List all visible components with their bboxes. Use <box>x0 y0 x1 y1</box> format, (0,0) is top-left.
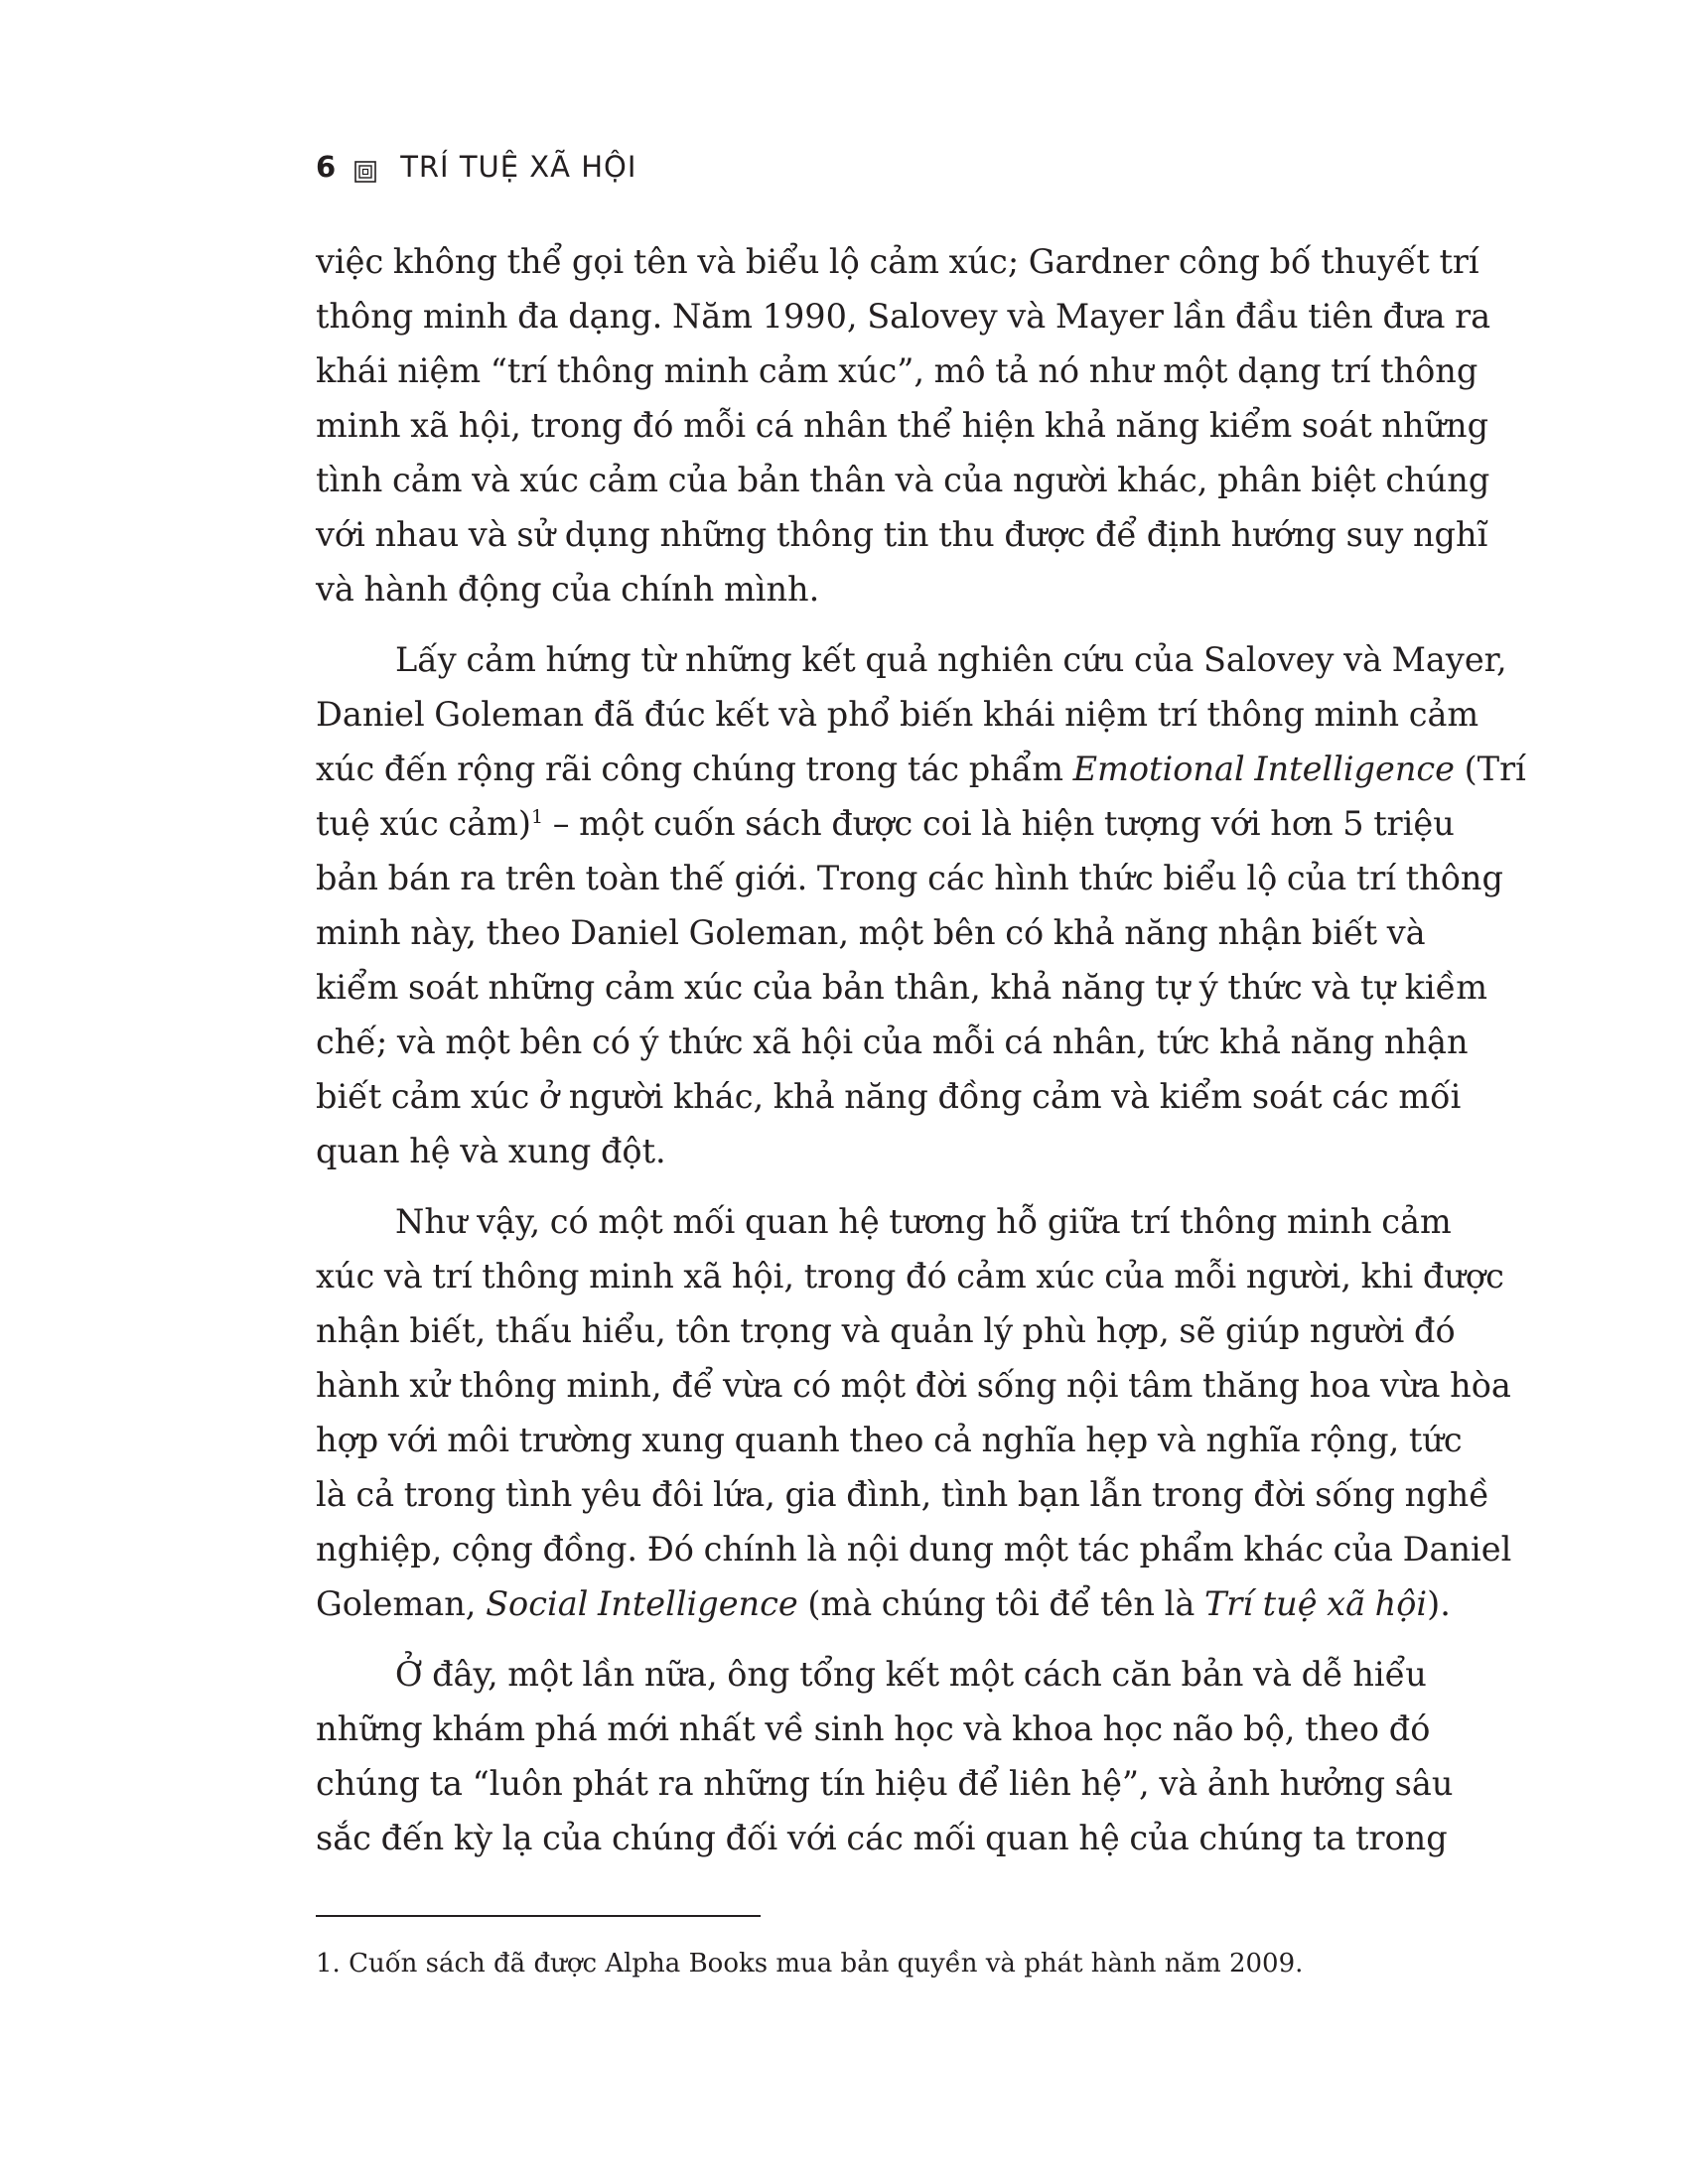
book-title-emotional-intelligence: Emotional Intelligence <box>1072 750 1455 788</box>
book-title-tri-tue-xa-hoi: Trí tuệ xã hội <box>1203 1584 1428 1623</box>
square-ornament-icon <box>354 156 376 178</box>
paragraph-3 <box>316 1194 1512 1631</box>
text-line: Ở đây, một lần nữa, ông tổng kết một cách căn bản và dễ hiểu <box>395 1655 1427 1694</box>
text-fragment: xúc đến rộng rãi công chúng trong tác phẩm <box>316 750 1073 788</box>
text-line: sắc đến kỳ lạ của chúng đối với các mối quan hệ của chúng ta trong <box>316 1819 1448 1857</box>
text-line: và hành động của chính mình. <box>316 570 820 609</box>
body-text <box>316 234 1526 1865</box>
text-line: nghiệp, cộng đồng. Đó chính là nội dung một tác phẩm khác của Daniel <box>316 1530 1512 1569</box>
text-line: minh này, theo Daniel Goleman, một bên có khả năng nhận biết và <box>316 913 1426 952</box>
text-line: Daniel Goleman đã đúc kết và phổ biến khái niệm trí thông minh cảm <box>316 695 1479 734</box>
text-line: quan hệ và xung đột. <box>316 1132 666 1170</box>
text-line: minh xã hội, trong đó mỗi cá nhân thể hiện khả năng kiểm soát những <box>316 406 1489 445</box>
text-line <box>316 1576 1451 1631</box>
text-line: khái niệm “trí thông minh cảm xúc”, mô tả nó như một dạng trí thông <box>316 351 1478 390</box>
text-line: xúc và trí thông minh xã hội, trong đó cảm xúc của mỗi người, khi được <box>316 1257 1504 1296</box>
text-fragment: (Trí <box>1455 750 1526 788</box>
text-line: thông minh đa dạng. Năm 1990, Salovey và Mayer lần đầu tiên đưa ra <box>316 297 1491 336</box>
text-line: biết cảm xúc ở người khác, khả năng đồng cảm và kiểm soát các mối <box>316 1077 1462 1116</box>
text-line: bản bán ra trên toàn thế giới. Trong các hình thức biểu lộ của trí thông <box>316 859 1503 897</box>
text-fragment: (mà chúng tôi để tên là <box>797 1584 1204 1623</box>
book-title-social-intelligence: Social Intelligence <box>486 1584 798 1623</box>
footnote-divider <box>316 1915 761 1917</box>
text-line: nhận biết, thấu hiểu, tôn trọng và quản lý phù hợp, sẽ giúp người đó <box>316 1311 1456 1350</box>
text-line: việc không thể gọi tên và biểu lộ cảm xúc; Gardner công bố thuyết trí <box>316 242 1479 281</box>
paragraph-1 <box>316 234 1491 616</box>
text-line: hợp với môi trường xung quanh theo cả nghĩa hẹp và nghĩa rộng, tức <box>316 1421 1463 1459</box>
text-line: chúng ta “luôn phát ra những tín hiệu để liên hệ”, và ảnh hưởng sâu <box>316 1764 1454 1803</box>
footnote: 1. Cuốn sách đã được Alpha Books mua bản quyền và phát hành năm 2009. <box>316 1949 1304 1979</box>
text-line: hành xử thông minh, để vừa có một đời sống nội tâm thăng hoa vừa hòa <box>316 1366 1511 1405</box>
text-line: tình cảm và xúc cảm của bản thân và của người khác, phân biệt chúng <box>316 461 1490 499</box>
text-line: chế; và một bên có ý thức xã hội của mỗi cá nhân, tức khả năng nhận <box>316 1023 1469 1061</box>
paragraph-4 <box>316 1647 1454 1865</box>
paragraph-2 <box>316 632 1526 1178</box>
page-number: 6 <box>316 150 338 184</box>
text-line: Lấy cảm hứng từ những kết quả nghiên cứu của Salovey và Mayer, <box>395 640 1507 679</box>
footnote-marker: 1 <box>530 805 544 828</box>
text-fragment: Goleman, <box>316 1584 487 1623</box>
running-title: TRÍ TUỆ XÃ HỘI <box>400 150 637 184</box>
text-line: Như vậy, có một mối quan hệ tương hỗ giữa trí thông minh cảm <box>395 1202 1452 1241</box>
text-line: những khám phá mới nhất về sinh học và khoa học não bộ, theo đó <box>316 1709 1431 1748</box>
text-fragment: – một cuốn sách được coi là hiện tượng với hơn 5 triệu <box>543 804 1455 843</box>
text-fragment: tuệ xúc cảm) <box>316 804 531 843</box>
text-line: là cả trong tình yêu đôi lứa, gia đình, tình bạn lẫn trong đời sống nghề <box>316 1475 1489 1514</box>
text-line: với nhau và sử dụng những thông tin thu được để định hướng suy nghĩ <box>316 515 1488 554</box>
running-header <box>316 145 636 189</box>
text-line <box>316 742 1526 796</box>
text-line <box>316 796 1455 851</box>
text-fragment: ). <box>1427 1584 1451 1623</box>
text-line: kiểm soát những cảm xúc của bản thân, khả năng tự ý thức và tự kiềm <box>316 968 1488 1007</box>
